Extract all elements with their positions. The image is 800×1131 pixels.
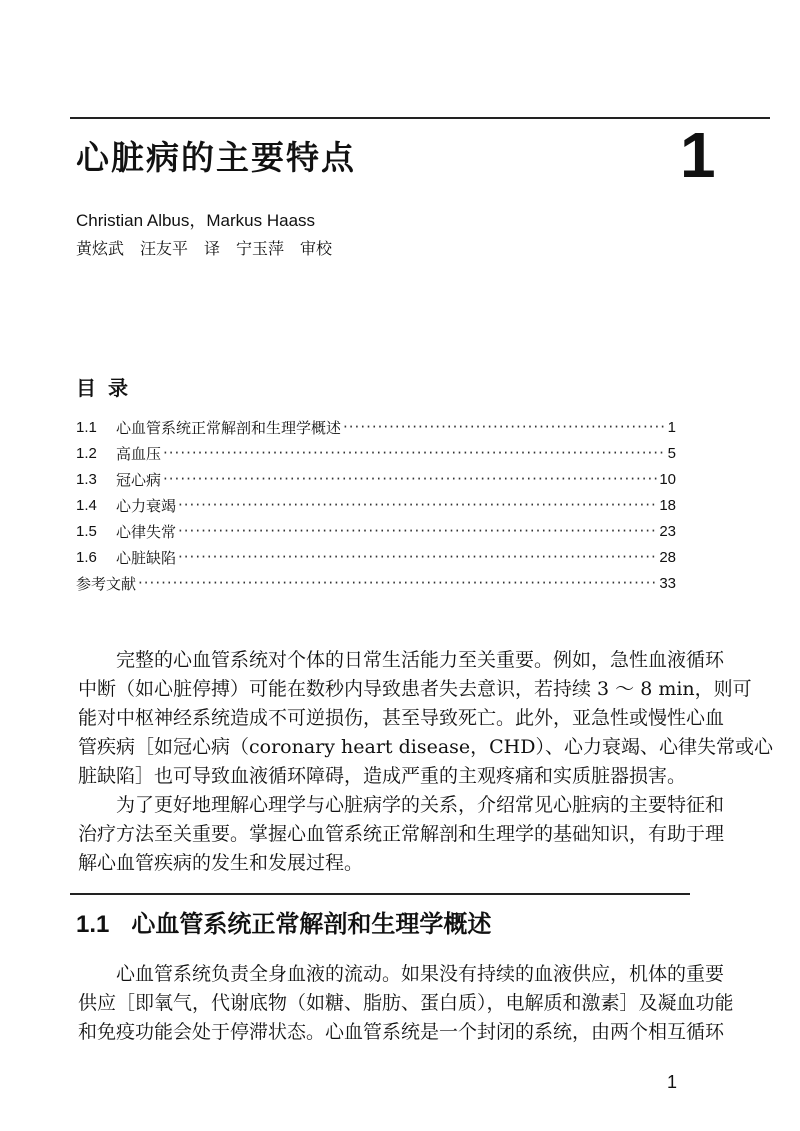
section-text (78, 960, 734, 1047)
chapter-title: 心脏病的主要特点 (76, 138, 356, 177)
toc-entry-page: 18 (659, 496, 676, 514)
toc-entry-label: 心力衰竭 (116, 496, 177, 515)
toc-leader-dots (138, 574, 657, 592)
chapter-translators: 黄炫武 汪友平 译 宁玉萍 审校 (76, 239, 333, 258)
toc-leader-dots (178, 522, 657, 540)
toc-entry[interactable] (76, 544, 676, 570)
toc-entry-label: 冠心病 (116, 470, 162, 489)
toc-leader-dots (163, 470, 657, 488)
toc-entry-number: 1.3 (76, 470, 97, 488)
table-of-contents (76, 414, 676, 596)
toc-entry-label: 心血管系统正常解剖和生理学概述 (116, 418, 342, 437)
toc-entry-number: 1.2 (76, 444, 97, 462)
paragraph-line: 和免疫功能会处于停滞状态。心血管系统是一个封闭的系统，由两个相互循环 (78, 1021, 725, 1043)
section-title: 心血管系统正常解剖和生理学概述 (131, 910, 492, 938)
toc-entry[interactable] (76, 518, 676, 544)
chapter-authors: Christian Albus，Markus Haass (76, 211, 316, 230)
section-rule (70, 893, 690, 895)
section-heading (76, 904, 491, 939)
paragraph-line: 能对中枢神经系统造成不可逆损伤，甚至导致死亡。此外，亚急性或慢性心血 (78, 707, 725, 729)
paragraph-line: 管疾病［如冠心病（coronary heart disease，CHD）、心力衰竭、心律失常或心 (78, 736, 773, 758)
toc-entry[interactable] (76, 414, 676, 440)
toc-leader-dots (163, 444, 666, 462)
paragraph-line: 治疗方法至关重要。掌握心血管系统正常解剖和生理学的基础知识，有助于理 (78, 823, 725, 845)
toc-entry-number: 1.6 (76, 548, 97, 566)
chapter-number: 1 (680, 119, 716, 191)
toc-leader-dots (343, 418, 666, 436)
paragraph-line: 脏缺陷］也可导致血液循环障碍，造成严重的主观疼痛和实质脏器损害。 (78, 765, 687, 787)
toc-entry-page: 33 (659, 574, 676, 592)
intro-text (78, 646, 773, 878)
toc-leader-dots (178, 548, 657, 566)
toc-entry-number: 1.4 (76, 496, 97, 514)
toc-entry[interactable] (76, 440, 676, 466)
chapter-top-rule (70, 117, 770, 119)
toc-entry-page: 23 (659, 522, 676, 540)
toc-entry-label: 高血压 (116, 444, 162, 463)
toc-entry-label: 心脏缺陷 (116, 548, 177, 567)
toc-title: 目录 (76, 376, 140, 400)
toc-leader-dots (178, 496, 657, 514)
paragraph-line: 心血管系统负责全身血液的流动。如果没有持续的血液供应，机体的重要 (116, 963, 725, 985)
paragraph-line: 供应［即氧气，代谢底物（如糖、脂肪、蛋白质），电解质和激素］及凝血功能 (78, 992, 734, 1014)
toc-entry[interactable] (76, 466, 676, 492)
section-number: 1.1 (76, 911, 110, 938)
toc-entry-page: 1 (667, 418, 676, 436)
page-number: 1 (667, 1072, 678, 1092)
toc-entry-number: 1.1 (76, 418, 97, 436)
paragraph-line: 中断（如心脏停搏）可能在数秒内导致患者失去意识，若持续 3 ～ 8 min，则可 (78, 678, 752, 700)
toc-entry[interactable] (76, 492, 676, 518)
toc-entry-page: 5 (667, 444, 676, 462)
paragraph-line: 为了更好地理解心理学与心脏病学的关系，介绍常见心脏病的主要特征和 (116, 794, 725, 816)
toc-entry-label: 心律失常 (116, 522, 177, 541)
paragraph-line: 解心血管疾病的发生和发展过程。 (78, 852, 364, 874)
toc-entry-page: 28 (659, 548, 676, 566)
toc-entry[interactable] (76, 570, 676, 596)
paragraph-line: 完整的心血管系统对个体的日常生活能力至关重要。例如，急性血液循环 (116, 649, 725, 671)
toc-entry-label: 参考文献 (76, 574, 137, 593)
toc-entry-number: 1.5 (76, 522, 97, 540)
toc-entry-page: 10 (659, 470, 676, 488)
